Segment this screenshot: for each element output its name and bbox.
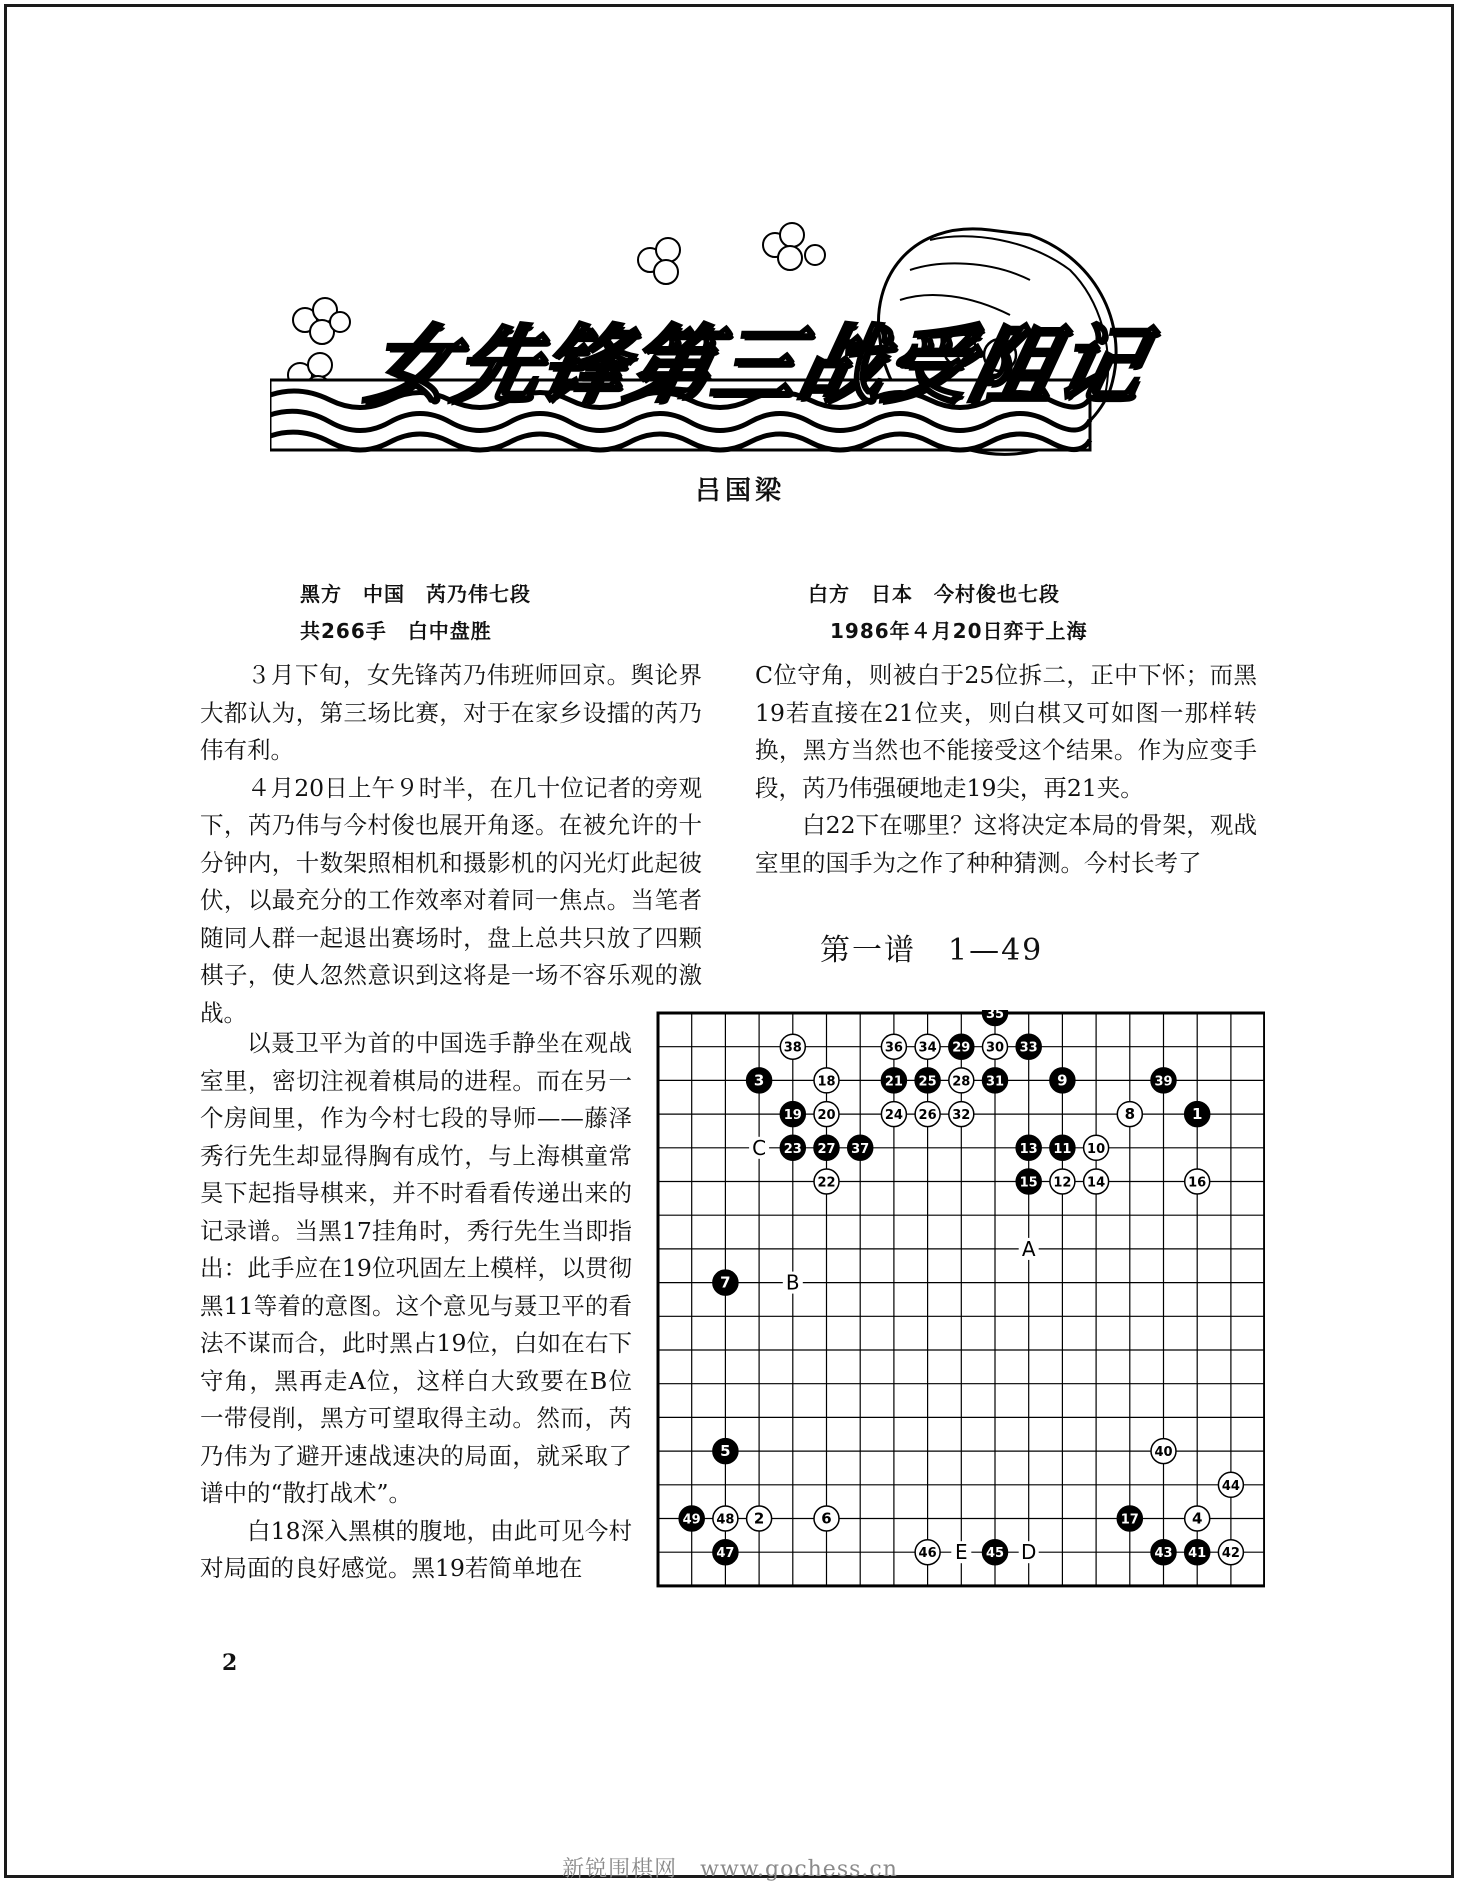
black-stone xyxy=(713,1439,738,1464)
white-stone xyxy=(915,1540,940,1565)
move-number: 45 xyxy=(985,1546,1005,1562)
move-number: 28 xyxy=(952,1074,971,1090)
move-number: 11 xyxy=(1053,1141,1072,1157)
white-stone xyxy=(915,1034,940,1059)
black-player-info: 黑方 中国 芮乃伟七段 xyxy=(300,582,531,606)
move-number: 26 xyxy=(918,1108,937,1124)
white-stone xyxy=(881,1102,906,1127)
article-column-right xyxy=(755,657,1257,882)
move-number: 35 xyxy=(985,1010,1005,1022)
black-stone xyxy=(983,1068,1008,1093)
move-number: 39 xyxy=(1154,1074,1173,1090)
black-stone xyxy=(1117,1506,1142,1531)
move-number: 23 xyxy=(783,1141,802,1157)
white-stone xyxy=(1084,1135,1109,1160)
marker-label: E xyxy=(954,1540,968,1565)
black-stone xyxy=(814,1135,839,1160)
move-number: 16 xyxy=(1188,1175,1207,1191)
white-stone xyxy=(1050,1169,1075,1194)
black-stone xyxy=(1016,1169,1041,1194)
move-number: 48 xyxy=(716,1512,735,1528)
white-stone xyxy=(983,1034,1008,1059)
move-number: 5 xyxy=(720,1442,731,1461)
move-number: 17 xyxy=(1120,1512,1139,1528)
paragraph: 以聂卫平为首的中国选手静坐在观战室里，密切注视着棋局的进程。而在另一个房间里，作为今村七段的导师——藤泽秀行先生却显得胸有成竹，与上海棋童常昊下起指导棋来，并不时看看传递出来的记录谱。当黑17挂角时，秀行先生当即指出：此手应在19位巩固左上模样，以贯彻黑11等着的意图。这个意见与聂卫平的看法不谋而合，此时黑占19位，白如在右下守角，黑再走A位，这样白大致要在B位一带侵削，黑方可望取得主动。然而，芮乃伟为了避开速战速决的局面，就采取了谱中的“散打战术”。 xyxy=(200,1029,632,1507)
black-stone xyxy=(1151,1068,1176,1093)
white-player-info: 白方 日本 今村俊也七段 xyxy=(808,582,1060,606)
black-stone xyxy=(1016,1135,1041,1160)
point-marker xyxy=(1019,1237,1039,1261)
move-number: 24 xyxy=(884,1108,903,1124)
move-number: 33 xyxy=(1019,1040,1038,1056)
black-stone xyxy=(780,1102,805,1127)
black-stone xyxy=(1185,1102,1210,1127)
white-stone xyxy=(915,1102,940,1127)
paragraph: ４月20日上午９时半，在几十位记者的旁观下，芮乃伟与今村俊也展开角逐。在被允许的十分钟内，十数架照相机和摄影机的闪光灯此起彼伏，以最充分的工作效率对着同一焦点。当笔者随同人群一起退出赛场时，盘上总共只放了四颗棋子，使人忽然意识到这将是一场不容乐观的激战。 xyxy=(200,773,702,1027)
move-number: 29 xyxy=(952,1040,971,1056)
white-stone xyxy=(1084,1169,1109,1194)
game-result: 共266手 白中盘胜 xyxy=(300,619,492,643)
paragraph: 白22下在哪里？这将决定本局的骨架，观战室里的国手为之作了种种猜测。今村长考了 xyxy=(755,811,1257,877)
page-number: 2 xyxy=(222,1650,238,1676)
black-stone xyxy=(713,1270,738,1295)
move-number: 1 xyxy=(1191,1105,1203,1124)
move-number: 49 xyxy=(682,1512,701,1528)
white-stone xyxy=(1218,1540,1243,1565)
white-stone xyxy=(780,1034,805,1059)
board-grid xyxy=(658,1013,1265,1586)
move-number: 32 xyxy=(952,1108,971,1124)
move-number: 21 xyxy=(884,1074,903,1090)
black-stone xyxy=(1050,1068,1075,1093)
move-number: 9 xyxy=(1057,1071,1068,1090)
move-number: 34 xyxy=(918,1040,937,1056)
white-stone xyxy=(881,1034,906,1059)
paragraph: C位守角，则被白于25位拆二，正中下怀；而黑19若直接在21位夹，则白棋又可如图一那样转换，黑方当然也不能接受这个结果。作为应变手段，芮乃伟强硬地走19尖，再21夹。 xyxy=(755,661,1257,802)
black-stone xyxy=(1050,1135,1075,1160)
move-number: 13 xyxy=(1019,1141,1038,1157)
black-stone xyxy=(1185,1540,1210,1565)
move-number: 42 xyxy=(1221,1546,1240,1562)
black-stone xyxy=(713,1540,738,1565)
move-number: 36 xyxy=(884,1040,903,1056)
move-number: 6 xyxy=(821,1509,832,1528)
move-number: 14 xyxy=(1087,1175,1106,1191)
point-marker xyxy=(749,1136,769,1160)
black-stone xyxy=(1016,1034,1041,1059)
game-date: 1986年４月20日弈于上海 xyxy=(830,619,1088,643)
move-number: 3 xyxy=(753,1071,765,1090)
black-stone xyxy=(780,1135,805,1160)
move-number: 7 xyxy=(720,1273,731,1292)
move-number: 12 xyxy=(1053,1175,1072,1191)
marker-label: B xyxy=(785,1270,800,1295)
paragraph: ３月下旬，女先锋芮乃伟班师回京。舆论界大都认为，第三场比赛，对于在家乡设擂的芮乃伟有利。 xyxy=(200,661,702,764)
white-stone xyxy=(814,1506,839,1531)
move-number: 46 xyxy=(918,1546,937,1562)
white-stone xyxy=(1117,1102,1142,1127)
move-number: 38 xyxy=(783,1040,802,1056)
white-stone xyxy=(1218,1472,1243,1497)
point-marker xyxy=(783,1271,803,1295)
white-stone xyxy=(814,1102,839,1127)
marker-label: D xyxy=(1020,1540,1037,1565)
move-number: 31 xyxy=(985,1074,1005,1090)
black-stone xyxy=(1151,1540,1176,1565)
move-number: 44 xyxy=(1221,1478,1240,1494)
move-number: 47 xyxy=(716,1546,735,1562)
move-number: 25 xyxy=(918,1074,937,1090)
black-stone xyxy=(915,1068,940,1093)
black-stone xyxy=(983,1010,1008,1026)
page-title: 女先锋第三战受阻记 xyxy=(359,316,1155,414)
move-number: 2 xyxy=(753,1509,765,1528)
move-number: 10 xyxy=(1087,1141,1106,1157)
white-stone xyxy=(814,1169,839,1194)
move-number: 8 xyxy=(1124,1105,1136,1124)
move-number: 15 xyxy=(1019,1175,1038,1191)
author-name: 吕国梁 xyxy=(694,476,785,506)
white-stone xyxy=(1151,1439,1176,1464)
article-column-left-lower xyxy=(200,1025,632,1588)
black-stone xyxy=(747,1068,772,1093)
point-marker xyxy=(951,1540,971,1564)
move-number: 19 xyxy=(783,1108,802,1124)
black-stone xyxy=(881,1068,906,1093)
marker-label: C xyxy=(752,1135,767,1160)
move-number: 4 xyxy=(1191,1509,1203,1528)
move-number: 40 xyxy=(1154,1445,1173,1461)
move-number: 20 xyxy=(817,1108,836,1124)
article-column-left xyxy=(200,657,702,1032)
paragraph: 白18深入黑棋的腹地，由此可见今村对局面的良好感觉。黑19若简单地在 xyxy=(200,1516,632,1582)
move-number: 41 xyxy=(1188,1546,1207,1562)
point-marker xyxy=(1019,1540,1039,1564)
black-stone xyxy=(949,1034,974,1059)
site-watermark: 新锐围棋网 www.gochess.cn xyxy=(562,1857,898,1882)
move-number: 27 xyxy=(817,1141,836,1157)
move-number: 43 xyxy=(1154,1546,1173,1562)
white-stone xyxy=(713,1506,738,1531)
go-board-diagram xyxy=(655,1010,1265,1630)
white-stone xyxy=(1185,1506,1210,1531)
white-stone xyxy=(949,1102,974,1127)
move-number: 30 xyxy=(985,1040,1005,1056)
black-stone xyxy=(679,1506,704,1531)
white-stone xyxy=(949,1068,974,1093)
marker-label: A xyxy=(1021,1236,1036,1261)
diagram-title: 第一谱 1—49 xyxy=(820,933,1044,968)
black-stone xyxy=(983,1540,1008,1565)
move-number: 22 xyxy=(817,1175,836,1191)
move-number: 37 xyxy=(851,1141,870,1157)
white-stone xyxy=(814,1068,839,1093)
white-stone xyxy=(1185,1169,1210,1194)
move-number: 18 xyxy=(817,1074,836,1090)
white-stone xyxy=(747,1506,772,1531)
black-stone xyxy=(848,1135,873,1160)
